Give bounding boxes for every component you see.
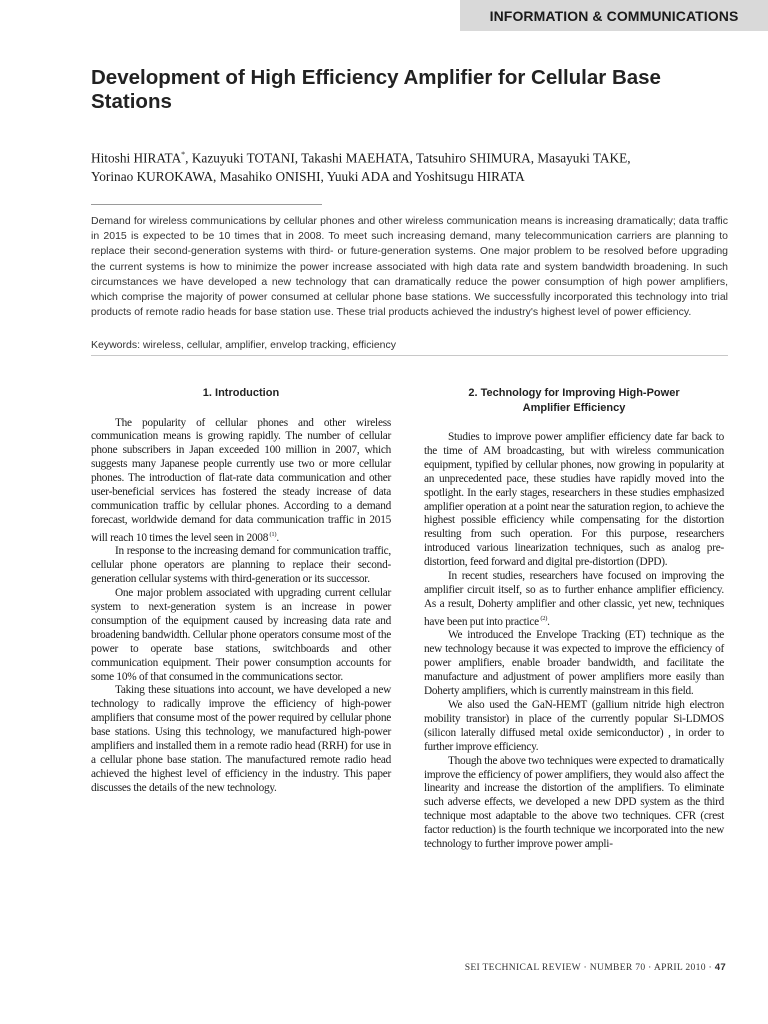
title-divider xyxy=(91,204,322,205)
left-column xyxy=(91,386,391,796)
article-title: Development of High Efficiency Amplifier for Cellular Base Stations xyxy=(91,66,661,113)
paragraph xyxy=(91,417,391,546)
author-list xyxy=(91,145,731,186)
citation-ref: (2) xyxy=(538,614,548,622)
author-list-line1: , Kazuyuki TOTANI, Takashi MAEHATA, Tatsuhiro SHIMURA, Masayuki TAKE, xyxy=(185,150,631,166)
author-list-line2: Yorinao KUROKAWA, Masahiko ONISHI, Yuuki ADA and Yoshitsugu HIRATA xyxy=(91,169,525,185)
footer-separator: · xyxy=(645,962,654,973)
page-footer xyxy=(465,962,726,973)
paragraph: Though the above two techniques were expected to dramatically improve the efficiency of power amplifiers, they would also affect the linearity and increase the distortion of the amplifiers. To eliminate such adverse effects, we developed a new DPD system as the third technique most adaptable to the above two techniques. CFR (crest factor reduction) is the fourth technique we incorporated into the new technology to further improve power ampli- xyxy=(424,754,724,851)
paragraph-end: . xyxy=(547,615,550,628)
paragraph: We introduced the Envelope Tracking (ET) technique as the new technology because it was expected to improve the efficiency of power amplifiers, enable broader bandwidth, and facilitate the manufacture and adjustment of power amplifiers more easily than Doherty amplifiers, which is currently mainstream in this field. xyxy=(424,629,724,698)
section-label: INFORMATION & COMMUNICATIONS xyxy=(460,0,768,31)
paragraph xyxy=(424,570,724,629)
paragraph: One major problem associated with upgrading current cellular system to next-generation system is an increase in power consumption of the equipment caused by increasing data rate and broadening bandwidth. Cellular phone operators consume most of the power to operate base stations, switchboards and other communication equipment. Their power consumption accounts for some 10% of that consumed in the communications sector. xyxy=(91,587,391,683)
section-heading-introduction: 1. Introduction xyxy=(202,387,280,399)
footer-separator: · xyxy=(580,962,590,973)
paragraph: We also used the GaN-HEMT (gallium nitride high electron mobility transistor) in place of the currently popular Si-LDMOS (silicon laterally diffused metal oxide semiconductor) , in order to further improve efficiency. xyxy=(424,698,724,753)
paragraph: Studies to improve power amplifier efficiency date far back to the time of AM broadcasting, but with wireless communication equipment, typified by cellular phones, now growing in popularity at an unprecedented pace, these studies have rapidly moved into the spotlight. In the early stages, researchers in these studies emphasized amplifier operation at a point near the saturation region, to achieve the highest possible efficiency while compensating for the distortion resulting from such operation. For this purpose, researchers introduced various linearization techniques, such as analog pre-distortion, feed forward and digital pre-distortion (DPD). xyxy=(424,431,724,569)
keywords: Keywords: wireless, cellular, amplifier, envelop tracking, efficiency xyxy=(91,339,397,351)
paragraph-text: The popularity of cellular phones and other wireless communication means is growing rapidly. The number of cellular phone subscribers in Japan exceeded 100 million in 2007, which suggests many Japanese people currently use two or more cellular phones. The introduction of flat-rate data communication and other user-beneficial services has fostered the steady increase of data communication traffic by cellular phones. According to a demand forecast, worldwide demand for data communication traffic in 2015 will reach 10 times the level seen in 2008 xyxy=(91,416,391,544)
abstract: Demand for wireless communications by cellular phones and other wireless communication means is increasing dramatically; data traffic in 2015 is expected to be 10 times that in 2008. To meet such increasing demand, many telecommunication carriers are planning to replace their second-generation systems with third- or future-generation systems. One major problem to be resolved before upgrading the current systems is how to minimize the power increase associated with high data rate and system bandwidth broadening. In such circumstances we have developed a new technology that can dramatically reduce the power consumption of high power amplifiers, which comprise the majority of power consumed at cellular phone base stations. We successfully incorporated this technology into trial products of remote radio heads for base station use. These trial products achieved the industry's highest level of power efficiency. xyxy=(91,215,728,319)
paragraph: Taking these situations into account, we have developed a new technology to radically improve the efficiency of high-power amplifiers that consume most of the power required by cellular phone base stations. Using this technology, we manufactured high-power amplifiers and installed them in a remote radio head (RRH) for use in a cellular phone base station. The manufactured remote radio head achieved the highest level of efficiency in the industry. This paper discusses the details of the new technology. xyxy=(91,684,391,794)
journal-name: SEI TECHNICAL REVIEW xyxy=(464,962,581,973)
issue-date: APRIL 2010 xyxy=(653,962,706,973)
corresponding-author-mark: * xyxy=(181,150,186,159)
page-number: 47 xyxy=(714,962,726,973)
right-column xyxy=(424,386,724,852)
heading-line: 2. Technology for Improving High-Power xyxy=(468,387,680,399)
footer-separator: · xyxy=(705,962,715,973)
citation-ref: (1) xyxy=(268,530,277,538)
first-author: Hitoshi HIRATA xyxy=(91,150,182,166)
abstract-divider xyxy=(91,355,728,356)
paragraph-end: . xyxy=(276,531,279,544)
heading-line: Amplifier Efficiency xyxy=(522,401,626,414)
issue-number: NUMBER 70 xyxy=(589,962,646,973)
section-heading-technology xyxy=(424,386,724,415)
paragraph: In response to the increasing demand for communication traffic, cellular phone operators are planning to replace their second-generation cellular systems with third-generation or its successor. xyxy=(91,545,391,586)
paragraph-text: In recent studies, researchers have focused on improving the amplifier circuit itself, so as to further enhance amplifier efficiency. As a result, Doherty amplifier and other classic, yet new, techniques have been put into practice xyxy=(424,570,724,628)
